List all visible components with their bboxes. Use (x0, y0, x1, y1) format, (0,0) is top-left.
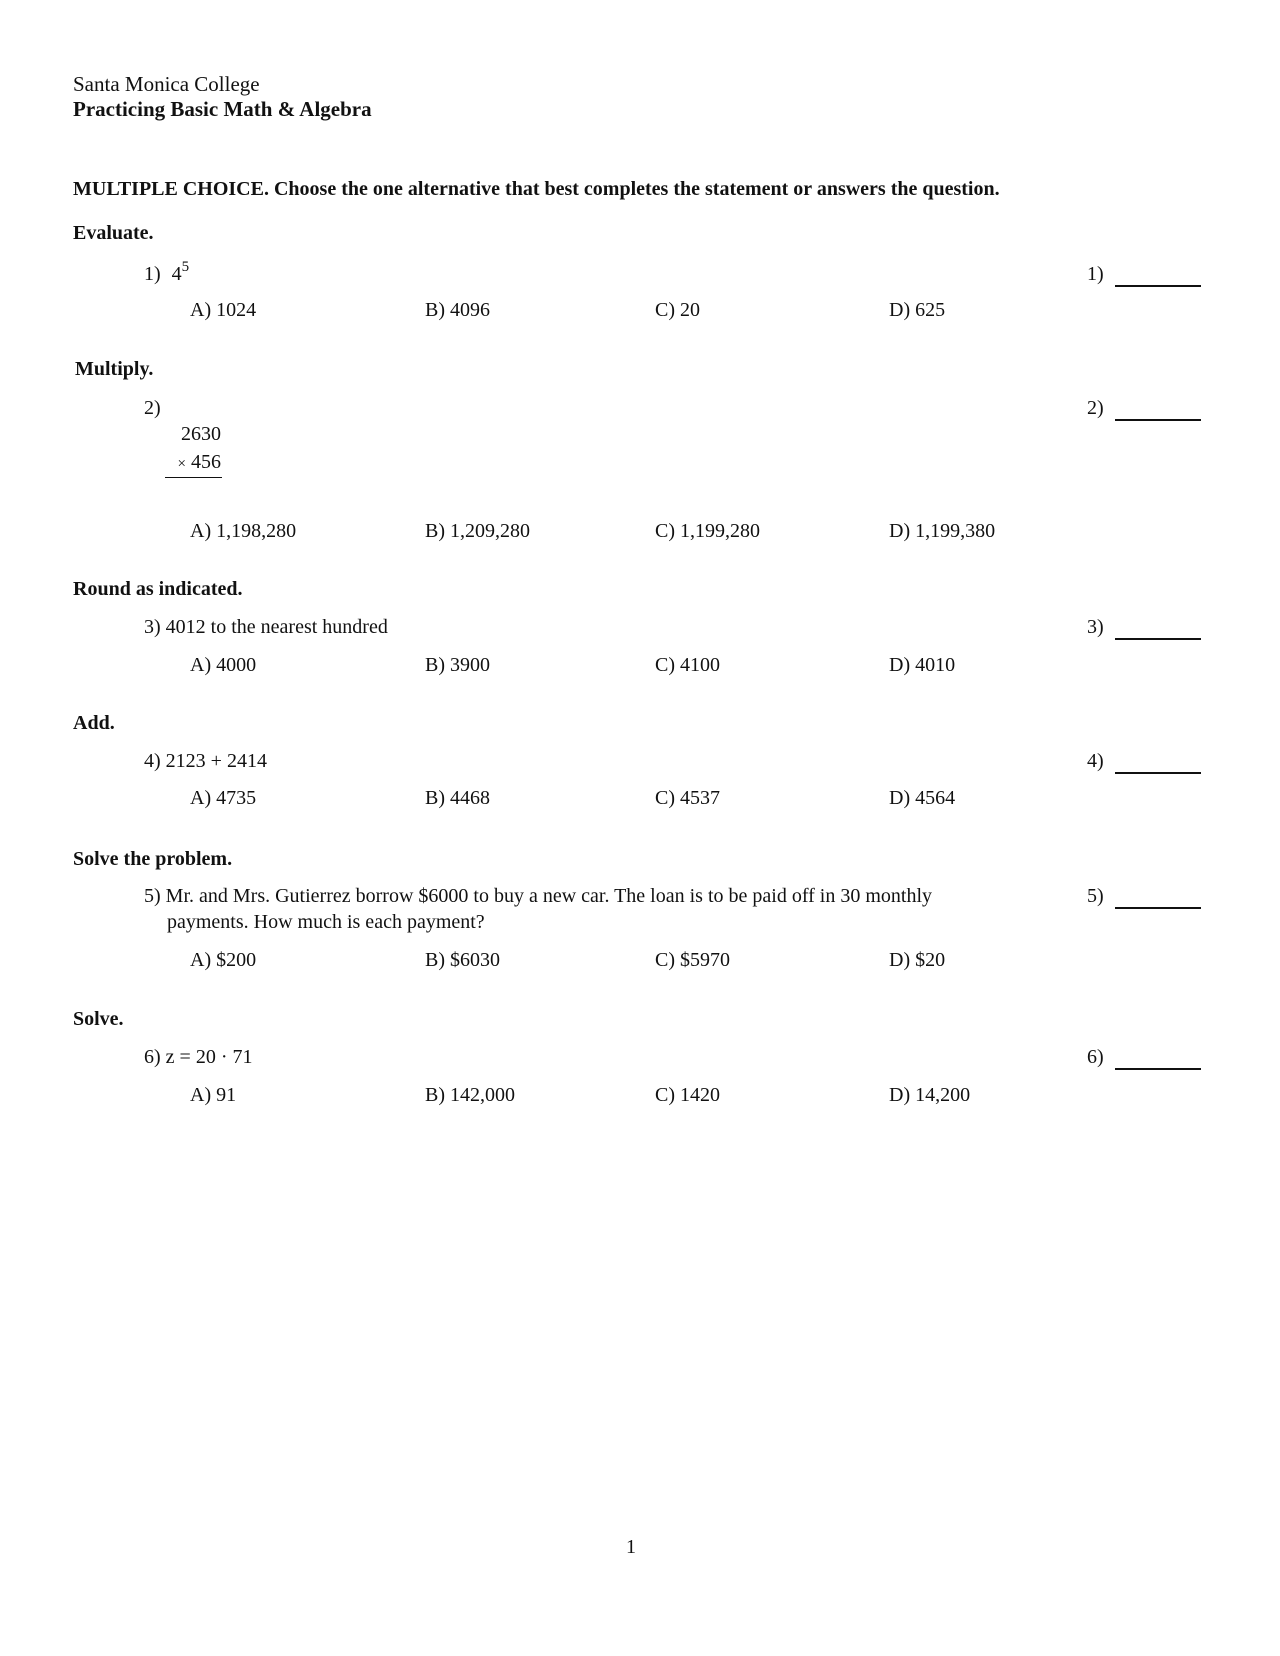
choice-d[interactable]: D) 14,200 (889, 1084, 971, 1106)
choice-a[interactable]: A) $200 (190, 949, 257, 971)
section-evaluate: Evaluate. (73, 222, 154, 244)
answer-blank-1[interactable] (1115, 285, 1201, 287)
choice-b[interactable]: B) 4096 (425, 299, 490, 321)
choice-c[interactable]: C) $5970 (655, 949, 730, 971)
choice-b[interactable]: B) 4468 (425, 787, 490, 809)
answer-label-2: 2) (1087, 397, 1104, 419)
page-number: 1 (626, 1536, 636, 1558)
choice-d[interactable]: D) 4010 (889, 654, 956, 676)
question-1 (144, 259, 190, 286)
question-number: 1) (144, 263, 161, 285)
choice-a[interactable]: A) 4735 (190, 787, 257, 809)
answer-blank-3[interactable] (1115, 638, 1201, 640)
question-number: 3) (144, 616, 161, 638)
question-text: z = 20 · 71 (165, 1046, 253, 1068)
question-number: 6) (144, 1046, 161, 1068)
question-5 (144, 885, 932, 908)
section-multiply: Multiply. (75, 358, 154, 380)
choice-b[interactable]: B) 3900 (425, 654, 490, 676)
choice-c[interactable]: C) 4537 (655, 787, 720, 809)
choice-d[interactable]: D) $20 (889, 949, 946, 971)
choice-a[interactable]: A) 4000 (190, 654, 257, 676)
choice-b[interactable]: B) 1,209,280 (425, 520, 530, 542)
multiplier-row (166, 451, 221, 474)
question-4 (144, 750, 267, 773)
question-text-line2: payments. How much is each payment? (167, 911, 485, 933)
choice-d[interactable]: D) 625 (889, 299, 946, 321)
answer-blank-5[interactable] (1115, 907, 1201, 909)
choice-d[interactable]: D) 1,199,380 (889, 520, 996, 542)
instructions: MULTIPLE CHOICE. Choose the one alternative that best completes the statement or answers the question. (73, 178, 1000, 200)
section-solve: Solve. (73, 1008, 124, 1030)
choice-a[interactable]: A) 1,198,280 (190, 520, 297, 542)
exponent-base: 4 (171, 263, 182, 285)
question-number: 5) (144, 885, 161, 907)
exponent: 5 (181, 259, 190, 275)
answer-label-6: 6) (1087, 1046, 1104, 1068)
choice-c[interactable]: C) 4100 (655, 654, 720, 676)
answer-label-3: 3) (1087, 616, 1104, 638)
question-number: 4) (144, 750, 161, 772)
answer-blank-4[interactable] (1115, 772, 1201, 774)
question-text-line1: Mr. and Mrs. Gutierrez borrow $6000 to buy a new car. The loan is to be paid off in 30 monthly (165, 885, 933, 907)
section-solve-problem: Solve the problem. (73, 848, 233, 870)
choice-c[interactable]: C) 1420 (655, 1084, 720, 1106)
school-name: Santa Monica College (73, 72, 260, 96)
multiply-operator: × (177, 456, 186, 472)
multiplicand: 2630 (181, 423, 221, 445)
answer-label-1: 1) (1087, 263, 1104, 285)
choice-c[interactable]: C) 1,199,280 (655, 520, 760, 542)
question-2-number: 2) (144, 397, 161, 419)
section-add: Add. (73, 712, 115, 734)
question-3 (144, 616, 388, 639)
choice-a[interactable]: A) 1024 (190, 299, 257, 321)
course-title: Practicing Basic Math & Algebra (73, 97, 372, 121)
answer-blank-2[interactable] (1115, 419, 1201, 421)
choice-a[interactable]: A) 91 (190, 1084, 237, 1106)
choice-c[interactable]: C) 20 (655, 299, 700, 321)
multiply-underline (165, 477, 222, 478)
multiplier: 456 (191, 451, 221, 473)
choice-b[interactable]: B) $6030 (425, 949, 500, 971)
answer-label-4: 4) (1087, 750, 1104, 772)
section-round: Round as indicated. (73, 578, 243, 600)
choice-d[interactable]: D) 4564 (889, 787, 956, 809)
question-text: 2123 + 2414 (165, 750, 267, 772)
answer-blank-6[interactable] (1115, 1068, 1201, 1070)
question-6 (144, 1046, 253, 1069)
answer-label-5: 5) (1087, 885, 1104, 907)
choice-b[interactable]: B) 142,000 (425, 1084, 515, 1106)
question-text: 4012 to the nearest hundred (165, 616, 388, 638)
